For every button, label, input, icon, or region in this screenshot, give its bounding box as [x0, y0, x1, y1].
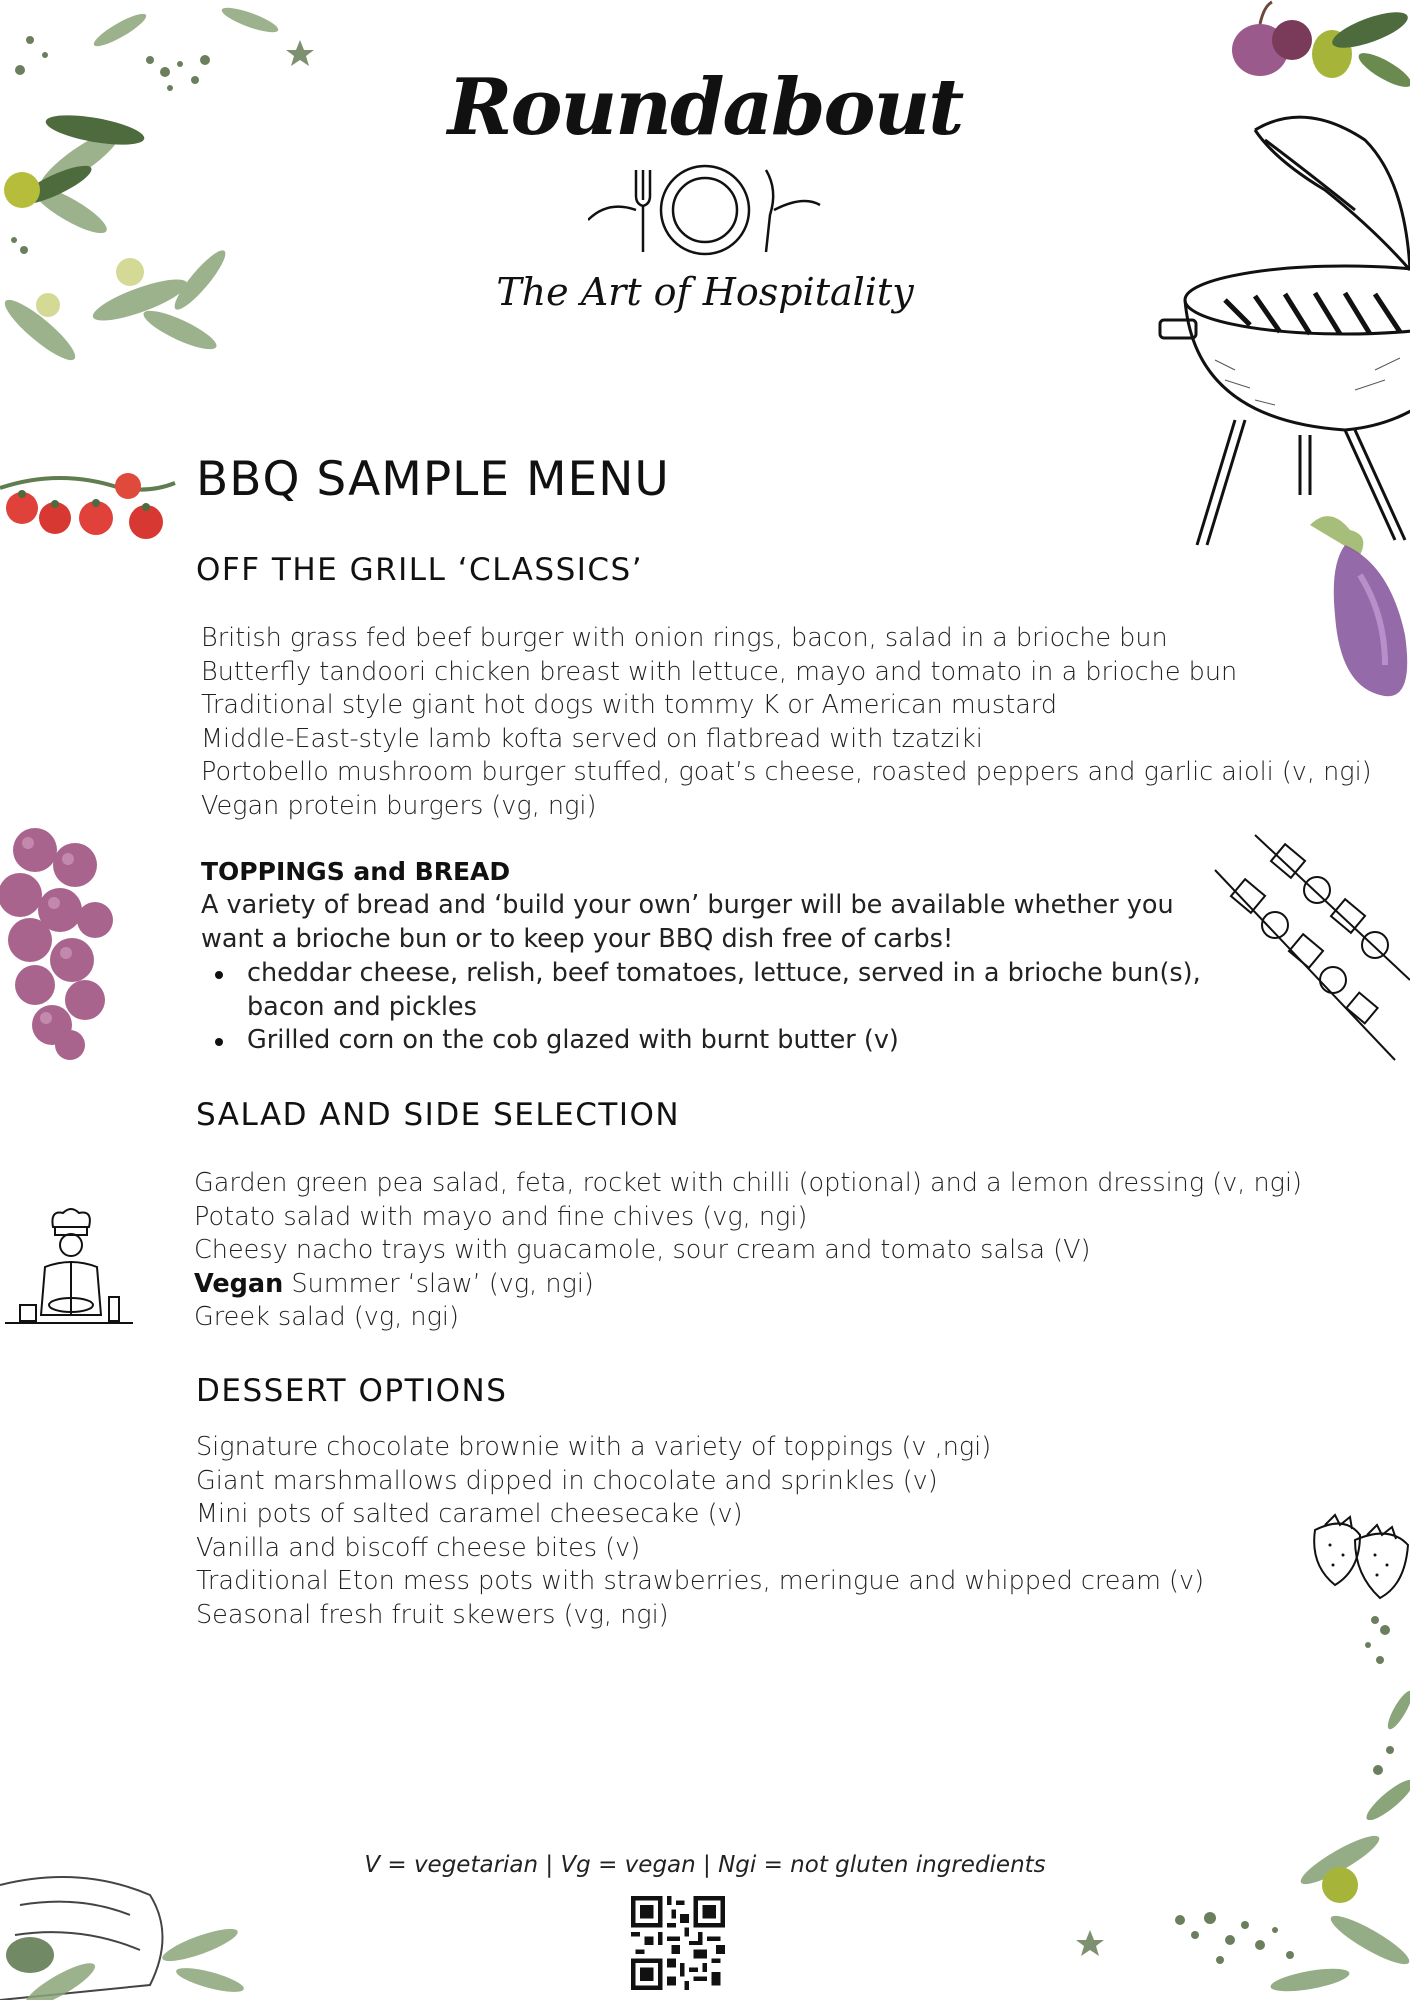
menu-item: British grass fed beef burger with onion rings, bacon, salad in a brioche bun — [201, 623, 1168, 653]
menu-item: Seasonal fresh fruit skewers (vg, ngi) — [196, 1599, 669, 1630]
page-title: BBQ SAMPLE MENU — [196, 452, 670, 507]
menu-item: Garden green pea salad, feta, rocket with chilli (optional) and a lemon dressing (v, ngi) — [194, 1168, 1303, 1198]
bbq-grill-illustration — [1155, 100, 1410, 560]
vegan-label: Vegan — [194, 1268, 284, 1299]
toppings-bullet-list — [201, 957, 1281, 1058]
menu-item — [194, 1268, 1302, 1302]
menu-item: Middle-East-style lamb kofta served on flatbread with tzatziki — [201, 723, 983, 754]
logo-tagline: The Art of Hospitality — [496, 270, 914, 314]
strawberries-illustration — [1305, 1510, 1410, 1600]
bullet-item: Grilled corn on the cob glazed with burnt butter (v) — [201, 1024, 1281, 1058]
menu-item: Traditional Eton mess pots with strawberries, meringue and whipped cream (v) — [196, 1566, 1205, 1596]
dessert-item-list — [196, 1431, 1204, 1632]
menu-item: Vanilla and biscoff cheese bites (v) — [196, 1532, 641, 1563]
grill-item-list — [201, 622, 1372, 823]
menu-item: Vegan protein burgers (vg, ngi) — [201, 790, 597, 821]
menu-item: Greek salad (vg, ngi) — [194, 1302, 459, 1332]
logo-title: Roundabout — [447, 62, 963, 153]
menu-item: Giant marshmallows dipped in chocolate and sprinkles (v) — [196, 1465, 938, 1496]
tomato-vine-illustration — [0, 458, 180, 548]
foliage-bottom-right-illustration — [1070, 1800, 1410, 2000]
menu-item: Mini pots of salted caramel cheesecake (v) — [196, 1499, 743, 1529]
menu-item: Butterfly tandoori chicken breast with lettuce, mayo and tomato in a brioche bun — [201, 656, 1238, 687]
salad-section-heading: SALAD AND SIDE SELECTION — [196, 1097, 681, 1133]
menu-item: Signature chocolate brownie with a variety of toppings (v ,ngi) — [196, 1432, 992, 1462]
qr-code-icon[interactable] — [631, 1896, 725, 1990]
salad-item-list — [194, 1167, 1302, 1335]
menu-item: Portobello mushroom burger stuffed, goat’s cheese, roasted peppers and garlic aioli (v, ngi) — [201, 757, 1372, 787]
toppings-heading: TOPPINGS and BREAD — [201, 857, 511, 886]
diet-legend: V = vegetarian | Vg = vegan | Ngi = not gluten ingredients — [364, 1852, 1046, 1878]
plate-cutlery-logo-icon — [588, 160, 822, 260]
menu-item: Traditional style giant hot dogs with tommy K or American mustard — [201, 690, 1058, 720]
vine-right-illustration — [1330, 1600, 1410, 1820]
bullet-item: cheddar cheese, relish, beef tomatoes, lettuce, served in a brioche bun(s), bacon and pickles — [201, 957, 1281, 1024]
vegan-item-text: Summer ‘slaw’ (vg, ngi) — [283, 1268, 594, 1299]
dessert-section-heading: DESSERT OPTIONS — [196, 1373, 508, 1409]
chef-illustration — [5, 1205, 135, 1330]
grapes-illustration — [0, 825, 115, 1065]
menu-item: Potato salad with mayo and fine chives (vg, ngi) — [194, 1201, 808, 1232]
grill-section-heading: OFF THE GRILL ‘CLASSICS’ — [196, 552, 644, 588]
menu-item: Cheesy nacho trays with guacamole, sour cream and tomato salsa (V) — [194, 1235, 1091, 1265]
toppings-description: A variety of bread and ‘build your own’ burger will be available whether you want a brioche bun or to keep your BBQ dish free of carbs! — [201, 890, 1174, 954]
